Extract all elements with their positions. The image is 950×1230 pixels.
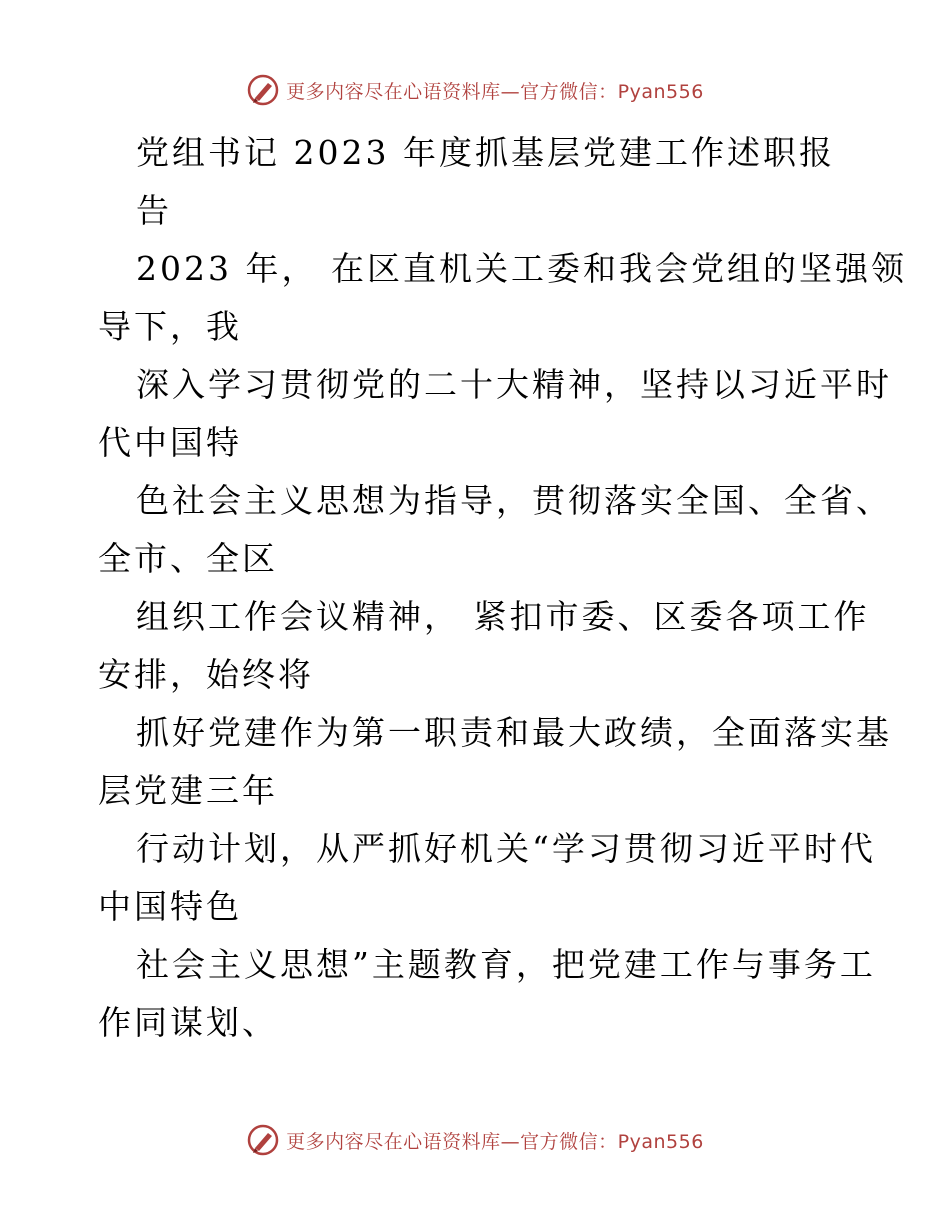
text-line: 安排，始终将 xyxy=(98,655,314,694)
footer-banner xyxy=(0,1120,950,1160)
text-line: 党组书记 2023 年度抓基层党建工作述职报 xyxy=(136,133,835,172)
pen-logo-icon xyxy=(246,73,280,107)
text-line: 告 xyxy=(136,191,172,230)
text-line: 深入学习贯彻党的二十大精神，坚持以习近平时 xyxy=(136,365,892,404)
banner-text: 更多内容尽在心语资料库—官方微信：Pyan556 xyxy=(286,1130,704,1153)
pen-logo-icon xyxy=(246,1123,280,1157)
text-line: 2023 年， 在区直机关工委和我会党组的坚强领 xyxy=(136,249,907,288)
header-banner xyxy=(0,70,950,110)
document-body xyxy=(98,124,907,1052)
text-line: 中国特色 xyxy=(98,887,242,926)
text-line: 社会主义思想”主题教育，把党建工作与事务工 xyxy=(136,945,876,984)
text-line: 层党建三年 xyxy=(98,771,278,810)
banner-text: 更多内容尽在心语资料库—官方微信：Pyan556 xyxy=(286,80,704,103)
text-line: 行动计划，从严抓好机关“学习贯彻习近平时代 xyxy=(136,829,876,868)
text-line: 色社会主义思想为指导，贯彻落实全国、全省、 xyxy=(136,481,892,520)
text-line: 导下，我 xyxy=(98,307,242,346)
text-line: 作同谋划、 xyxy=(98,1003,278,1042)
text-line: 全市、全区 xyxy=(98,539,278,578)
text-line: 抓好党建作为第一职责和最大政绩，全面落实基 xyxy=(136,713,892,752)
text-line: 代中国特 xyxy=(98,423,242,462)
text-line: 组织工作会议精神， 紧扣市委、区委各项工作 xyxy=(136,597,870,636)
